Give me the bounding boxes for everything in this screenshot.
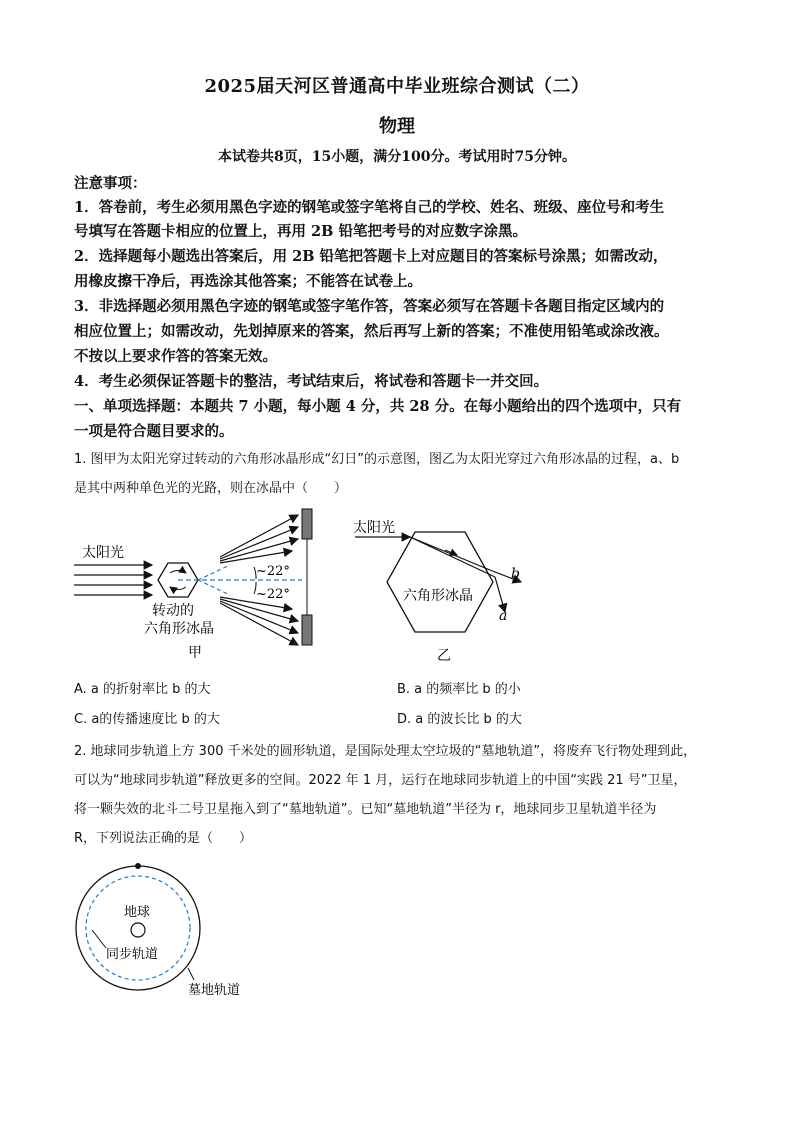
option-b[interactable]: B. a 的频率比 b 的小 [397, 682, 521, 697]
question-2-text: 将一颗失效的北斗二号卫星拖入到了“墓地轨道”。已知“墓地轨道”半径为 r，地球同步卫星轨道半径为 [74, 802, 657, 817]
question-1-text: 1. 图甲为太阳光穿过转动的六角形冰晶形成“幻日”的示意图，图乙为太阳光穿过六角形冰晶的过程，a、b [74, 452, 680, 467]
note-line: 4．考生必须保证答题卡的整洁，考试结束后，将试卷和答题卡一并交回。 [74, 373, 549, 390]
exam-info: 本试卷共8页，15小题，满分100分。考试用时75分钟。 [218, 149, 576, 165]
earth-circle [131, 923, 145, 937]
refracted-rays-top [220, 515, 298, 563]
ray-a-label: a [499, 608, 508, 624]
section-heading: 一项是符合题目要求的。 [74, 423, 234, 440]
note-line: 2．选择题每小题选出答案后，用 2B 铅笔把答题卡上对应题目的答案标号涂黑；如需改动， [74, 248, 668, 265]
screen-top [302, 509, 312, 539]
fig-jia-caption-2: 六角形冰晶 [144, 621, 214, 637]
incoming-rays [74, 565, 152, 595]
note-line: 号填写在答题卡相应的位置上，再用 2B 铅笔把考号的对应数字涂黑。 [74, 223, 527, 240]
note-line: 相应位置上；如需改动，先划掉原来的答案，然后再写上新的答案；不准使用铅笔或涂改液。 [74, 323, 669, 340]
question-2-text: 可以为“地球同步轨道”释放更多的空间。2022 年 1 月，运行在地球同步轨道上的中国“实践 21 号”卫星， [74, 773, 687, 788]
question-2-text: 2. 地球同步轨道上方 300 千米处的圆形轨道，是国际处理太空垃圾的“墓地轨道”，将废弃飞行物处理到此， [74, 744, 697, 759]
notes-heading: 注意事项： [74, 175, 147, 192]
exam-title: 2025届天河区普通高中毕业班综合测试（二） [204, 76, 590, 97]
hexagon-crystal-large [387, 532, 493, 632]
note-line: 1．答卷前，考生必须用黑色字迹的钢笔或签字笔将自己的学校、姓名、班级、座位号和考生 [74, 199, 665, 216]
refracted-rays-bottom [220, 597, 298, 645]
question-2-text: R，下列说法正确的是（ ） [74, 831, 253, 846]
note-line: 3．非选择题必须用黑色字迹的钢笔或签字笔作答，答案必须写在答题卡各题目指定区域内的 [74, 298, 665, 315]
grave-orbit-label: 墓地轨道 [188, 983, 241, 998]
screen-bottom [302, 615, 312, 645]
fig-yi-sunlight-label: 太阳光 [353, 520, 395, 536]
satellite-dot [135, 863, 141, 869]
note-line: 用橡皮擦干净后，再选涂其他答案；不能答在试卷上。 [74, 273, 422, 290]
fig-jia-caption-1: 转动的 [152, 603, 194, 619]
crystal-label: 六角形冰晶 [403, 588, 473, 604]
fig-jia-label: 甲 [188, 645, 202, 661]
ray-a-out [495, 577, 505, 612]
fig-jia-sunlight-label: 太阳光 [82, 545, 124, 561]
figure-orbits [70, 860, 270, 1005]
figure-yi [345, 512, 545, 667]
earth-label: 地球 [124, 905, 151, 920]
option-a[interactable]: A. a 的折射率比 b 的大 [74, 682, 211, 697]
section-heading: 一、单项选择题：本题共 7 小题，每小题 4 分，共 28 分。在每小题给出的四个选项中，只有 [74, 398, 682, 415]
question-1-text: 是其中两种单色光的光路，则在冰晶中（ ） [74, 481, 348, 496]
angle-top-label: ~22° [256, 564, 290, 579]
note-line: 不按以上要求作答的答案无效。 [74, 348, 277, 365]
sync-orbit-label: 同步轨道 [106, 947, 159, 962]
subject-title: 物理 [379, 116, 415, 137]
figure-jia [70, 505, 330, 665]
option-d[interactable]: D. a 的波长比 b 的大 [397, 712, 522, 727]
ray-b-label: b [511, 566, 520, 582]
angle-bottom-label: ~22° [256, 587, 290, 602]
option-c[interactable]: C. a的传播速度比 b 的大 [74, 712, 220, 727]
fig-yi-label: 乙 [437, 648, 451, 664]
